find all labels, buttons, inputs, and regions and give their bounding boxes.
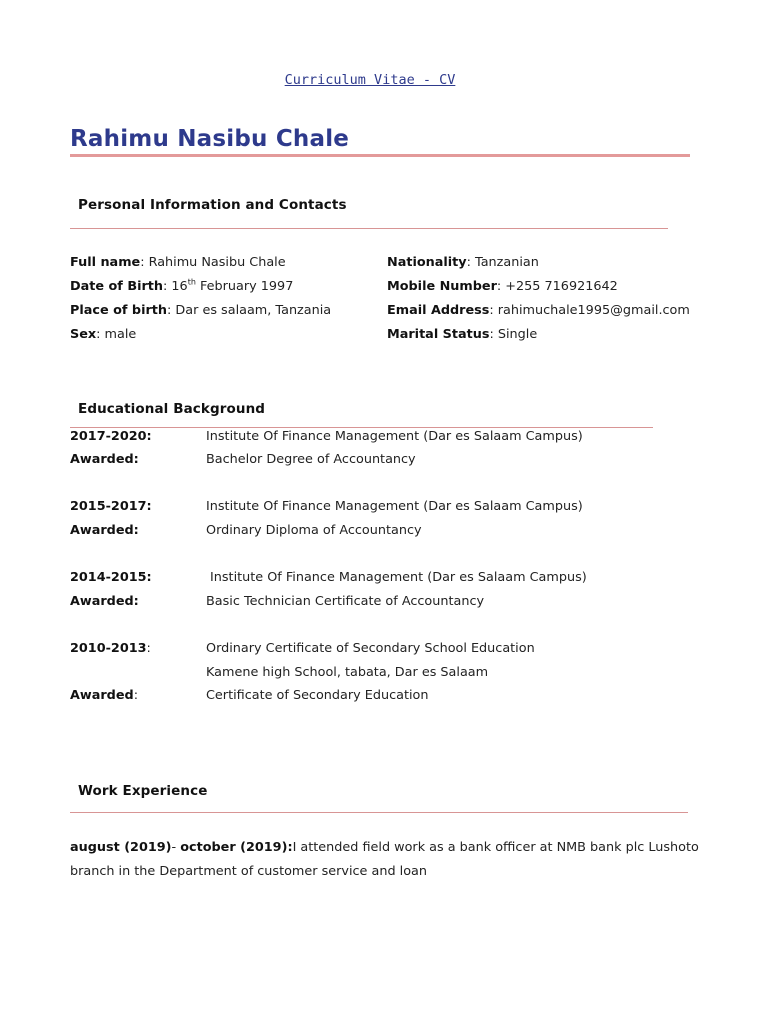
full-name-value: Rahimu Nasibu Chale [148, 255, 286, 270]
edu-awarded: Bachelor Degree of Accountancy [206, 452, 416, 467]
sex-label: Sex [70, 327, 97, 342]
name-divider [70, 154, 690, 157]
edu-awarded: Certificate of Secondary Education [206, 688, 429, 703]
dob-day: 16 [171, 279, 188, 294]
section-divider-work [70, 812, 688, 813]
section-title-personal: Personal Information and Contacts [78, 197, 347, 213]
dob-row: Date of Birth: 16th February 1997 [70, 277, 294, 294]
section-title-work: Work Experience [78, 783, 208, 799]
dob-rest: February 1997 [200, 279, 294, 294]
pob-value: Dar es salaam, Tanzania [175, 303, 332, 318]
work-experience-entry [70, 836, 710, 884]
edu-period-colon: : [146, 641, 151, 656]
sex-value: male [104, 327, 137, 342]
edu-awarded-label: Awarded: [70, 594, 139, 609]
edu-institution: Institute Of Finance Management (Dar es Salaam Campus) [206, 429, 583, 444]
work-dash: - [171, 840, 181, 855]
edu-awarded: Ordinary Diploma of Accountancy [206, 523, 422, 538]
marital-row: Marital Status: Single [387, 327, 538, 342]
edu-period: 2010-2013 [70, 641, 147, 656]
pob-row: Place of birth: Dar es salaam, Tanzania [70, 303, 332, 318]
full-name-row: Full name: Rahimu Nasibu Chale [70, 255, 286, 270]
nationality-label: Nationality [387, 255, 467, 270]
edu-school: Kamene high School, tabata, Dar es Salaam [206, 665, 489, 680]
marital-value: Single [497, 327, 538, 342]
email-value: rahimuchale1995@gmail.com [497, 303, 690, 318]
dob-label: Date of Birth [70, 279, 164, 294]
nationality-value: Tanzanian [475, 255, 539, 270]
section-divider-personal [70, 228, 668, 229]
edu-institution: Ordinary Certificate of Secondary School Education [206, 641, 535, 656]
section-divider-education [70, 427, 653, 428]
edu-awarded-colon: : [133, 688, 138, 703]
marital-label: Marital Status [387, 327, 490, 342]
work-date-to: october (2019) [180, 840, 288, 855]
edu-period-row [70, 643, 151, 656]
section-title-education: Educational Background [78, 401, 266, 417]
edu-period: 2017-2020: [70, 429, 152, 444]
edu-awarded-label: Awarded: [70, 452, 139, 467]
edu-awarded-row [70, 690, 138, 703]
email-row: Email Address: rahimuchale1995@gmail.com [387, 303, 690, 318]
edu-awarded: Basic Technician Certificate of Accountancy [206, 594, 485, 609]
mobile-value: +255 716921642 [505, 279, 618, 294]
mobile-label: Mobile Number [387, 279, 497, 294]
edu-period: 2014-2015: [70, 570, 152, 585]
edu-institution: Institute Of Finance Management (Dar es Salaam Campus) [206, 499, 583, 514]
work-description: I attended field work as a bank officer at NMB bank plc Lushoto branch in the Department of customer service and loan [70, 840, 699, 879]
document-title: Curriculum Vitae - CV [284, 72, 456, 88]
pob-label: Place of birth [70, 303, 168, 318]
candidate-name: Rahimu Nasibu Chale [70, 126, 350, 152]
edu-awarded-label: Awarded [70, 688, 134, 703]
work-colon: : [287, 840, 293, 855]
edu-awarded-label: Awarded: [70, 523, 139, 538]
edu-institution: Institute Of Finance Management (Dar es Salaam Campus) [210, 570, 587, 585]
dob-suffix: th [187, 277, 196, 287]
nationality-row: Nationality: Tanzanian [387, 255, 539, 270]
email-label: Email Address [387, 303, 490, 318]
edu-period: 2015-2017: [70, 499, 152, 514]
sex-row: Sex: male [70, 327, 137, 342]
mobile-row: Mobile Number: +255 716921642 [387, 279, 618, 294]
work-date-from: august (2019) [70, 840, 172, 855]
full-name-label: Full name [70, 255, 141, 270]
